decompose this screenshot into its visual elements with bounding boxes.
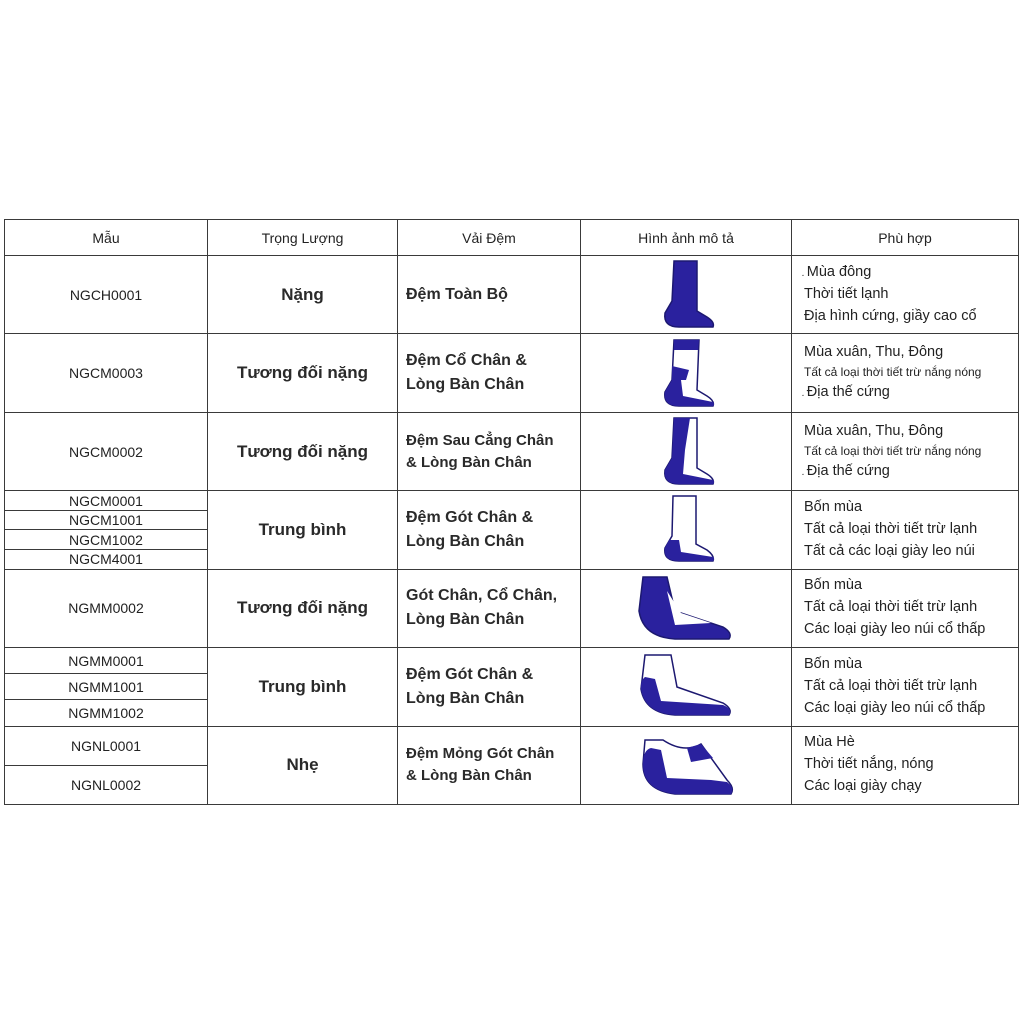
weight-cell: Nhẹ — [208, 726, 398, 804]
table-row — [5, 256, 1019, 334]
header-model: Mẫu — [5, 220, 208, 256]
weight-cell: Tương đối nặng — [208, 569, 398, 647]
cushion-cell — [398, 491, 581, 569]
cushion-text: Đệm Toàn Bộ — [406, 285, 508, 303]
crew-sock-ankle-footbed-cushion-icon — [641, 336, 731, 411]
no-show-sock-light-cushion-icon — [631, 728, 741, 803]
header-image: Hình ảnh mô tả — [581, 220, 792, 256]
cushion-cell — [398, 726, 581, 804]
image-cell — [581, 569, 792, 647]
cushion-text: Lòng Bàn Chân — [406, 532, 525, 550]
weight-cell: Nặng — [208, 256, 398, 334]
cushion-text: Đệm Gót Chân & — [406, 665, 534, 683]
model-code: NGMM1002 — [5, 699, 207, 725]
fit-cell — [792, 491, 1019, 569]
fit-line: Mùa xuân, Thu, Đông — [804, 344, 944, 361]
fit-line: Các loại giày leo núi cổ thấp — [804, 699, 986, 716]
model-code: NGCM1002 — [5, 529, 207, 549]
fit-line: . Địa thế cứng — [802, 384, 890, 401]
fit-line: Mùa xuân, Thu, Đông — [804, 422, 944, 439]
model-code: NGMM1001 — [5, 673, 207, 699]
model-code: NGCM0002 — [69, 443, 143, 460]
fit-cell — [792, 256, 1019, 334]
fit-line: Tất cả loại thời tiết trừ lạnh — [804, 599, 978, 616]
fit-line: Tất cả các loại giày leo núi — [804, 542, 975, 559]
model-code: NGNL0002 — [5, 765, 207, 804]
fit-line: Các loại giày chạy — [804, 778, 922, 795]
cushion-cell — [398, 648, 581, 726]
model-code-cell — [5, 412, 208, 490]
cushion-text: Gót Chân, Cổ Chân, — [406, 587, 558, 605]
image-cell — [581, 491, 792, 569]
crew-sock-shin-footbed-cushion-icon — [641, 414, 731, 489]
sock-spec-table — [4, 219, 1019, 805]
table-header-row — [5, 220, 1019, 256]
cushion-text: Đệm Mỏng Gót Chân — [406, 745, 555, 763]
cushion-cell — [398, 334, 581, 412]
model-code-cell — [5, 334, 208, 412]
cushion-text: Lòng Bàn Chân — [406, 376, 525, 394]
fit-cell — [792, 569, 1019, 647]
fit-line: Các loại giày leo núi cổ thấp — [804, 621, 986, 638]
micro-sock-heel-ankle-footbed-cushion-icon — [631, 571, 741, 646]
weight-cell: Trung bình — [208, 491, 398, 569]
cushion-cell — [398, 412, 581, 490]
model-code: NGCH0001 — [69, 286, 143, 303]
crew-sock-heel-footbed-cushion-icon — [641, 492, 731, 567]
model-code: NGCM1001 — [5, 510, 207, 530]
cushion-cell — [398, 256, 581, 334]
header-cushion: Vải Đệm — [398, 220, 581, 256]
fit-line: Tất cả loại thời tiết trừ nắng nóng — [804, 365, 982, 380]
fit-line: Thời tiết lạnh — [804, 285, 889, 302]
cushion-text: & Lòng Bàn Chân — [406, 767, 532, 785]
image-cell — [581, 334, 792, 412]
weight-cell: Tương đối nặng — [208, 334, 398, 412]
fit-line: . Mùa đông — [802, 263, 872, 280]
fit-line: Bốn mùa — [804, 655, 863, 672]
fit-line: Tất cả loại thời tiết trừ lạnh — [804, 677, 978, 694]
fit-line: Mùa Hè — [804, 734, 855, 751]
table-row — [5, 648, 1019, 726]
fit-cell — [792, 334, 1019, 412]
table-row — [5, 491, 1019, 569]
image-cell — [581, 256, 792, 334]
fit-line: Tất cả loại thời tiết trừ nắng nóng — [804, 443, 982, 458]
model-code: NGCM0003 — [69, 365, 143, 382]
weight-cell: Trung bình — [208, 648, 398, 726]
table-row — [5, 334, 1019, 412]
header-fit: Phù hợp — [792, 220, 1019, 256]
model-code: NGCM4001 — [5, 549, 207, 569]
image-cell — [581, 726, 792, 804]
model-code-cell — [5, 491, 208, 569]
table-row — [5, 569, 1019, 647]
image-cell — [581, 412, 792, 490]
fit-line: . Địa thế cứng — [802, 462, 890, 479]
table-row — [5, 726, 1019, 804]
model-code: NGMM0001 — [68, 652, 144, 669]
table-row — [5, 412, 1019, 490]
fit-line: Thời tiết nắng, nóng — [804, 756, 934, 773]
weight-cell: Tương đối nặng — [208, 412, 398, 490]
cushion-text: Đệm Sau Cẳng Chân — [406, 431, 554, 449]
model-code-cell — [5, 256, 208, 334]
model-code-cell — [5, 569, 208, 647]
fit-line: Địa hình cứng, giầy cao cổ — [804, 307, 977, 324]
micro-sock-heel-footbed-cushion-icon — [631, 649, 741, 724]
model-code: NGCM0001 — [69, 492, 143, 509]
fit-cell — [792, 648, 1019, 726]
fit-cell — [792, 412, 1019, 490]
model-code-cell — [5, 648, 208, 726]
image-cell — [581, 648, 792, 726]
fit-line: Bốn mùa — [804, 577, 863, 594]
cushion-text: Lòng Bàn Chân — [406, 689, 525, 707]
cushion-cell — [398, 569, 581, 647]
model-code: NGMM0002 — [68, 600, 144, 617]
model-code: NGNL0001 — [70, 737, 142, 754]
fit-cell — [792, 726, 1019, 804]
cushion-text: & Lòng Bàn Chân — [406, 453, 532, 471]
crew-sock-full-cushion-icon — [641, 257, 731, 332]
header-weight: Trọng Lượng — [208, 220, 398, 256]
cushion-text: Đệm Cổ Chân & — [406, 352, 527, 370]
model-code-cell — [5, 726, 208, 804]
cushion-text: Lòng Bàn Chân — [406, 611, 525, 629]
cushion-text: Đệm Gót Chân & — [406, 508, 534, 526]
fit-line: Tất cả loại thời tiết trừ lạnh — [804, 520, 978, 537]
fit-line: Bốn mùa — [804, 498, 863, 515]
